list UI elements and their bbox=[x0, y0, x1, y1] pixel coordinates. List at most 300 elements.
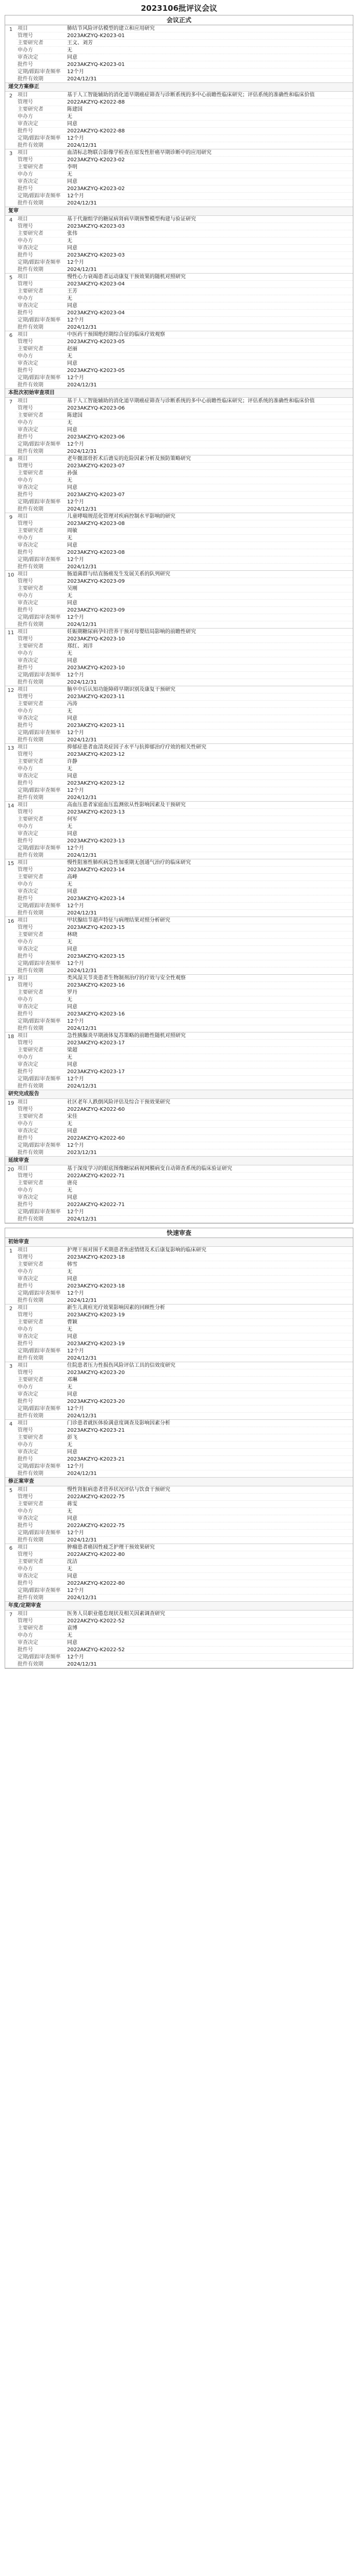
field-row bbox=[17, 765, 353, 772]
field-row bbox=[17, 1149, 353, 1156]
field-row bbox=[17, 120, 353, 127]
field-row bbox=[17, 700, 353, 707]
field-value: 12个月 bbox=[67, 615, 84, 620]
field-label: 审查决定 bbox=[18, 889, 38, 894]
field-label: 审查决定 bbox=[18, 1128, 38, 1134]
field-row bbox=[17, 989, 353, 996]
field-label: 批件号 bbox=[18, 954, 33, 959]
review-record bbox=[5, 216, 353, 274]
field-row bbox=[17, 274, 353, 280]
field-value: 2024/12/31 bbox=[67, 1413, 97, 1419]
field-row bbox=[17, 324, 353, 331]
field-row bbox=[17, 541, 353, 549]
field-label: 项目 bbox=[18, 150, 28, 156]
record-fields bbox=[17, 1544, 353, 1601]
field-value: 无 bbox=[67, 766, 72, 772]
field-label: 定期/跟踪审查频率 bbox=[18, 1143, 61, 1148]
field-row bbox=[17, 1362, 353, 1369]
field-label: 定期/跟踪审查频率 bbox=[18, 1019, 61, 1024]
field-label: 批件号 bbox=[18, 1581, 33, 1586]
field-label: 定期/跟踪审查频率 bbox=[18, 730, 61, 736]
field-label: 管理号 bbox=[18, 636, 33, 642]
field-row bbox=[17, 199, 353, 207]
field-label: 申办方 bbox=[18, 535, 33, 541]
field-row bbox=[17, 1398, 353, 1405]
field-row bbox=[17, 360, 353, 367]
field-row bbox=[17, 1405, 353, 1412]
field-value: 无 bbox=[67, 882, 72, 887]
field-value: 孙强 bbox=[67, 470, 77, 476]
record-number: 7 bbox=[9, 399, 13, 405]
field-row bbox=[17, 693, 353, 700]
field-label: 审查决定 bbox=[18, 361, 38, 366]
field-value: 2023AKZYQ-K2023-05 bbox=[67, 368, 125, 374]
field-value: 同意 bbox=[67, 121, 77, 127]
field-row bbox=[17, 664, 353, 671]
field-label: 管理号 bbox=[18, 867, 33, 873]
field-label: 申办方 bbox=[18, 172, 33, 177]
field-value: 2023AKZYQ-K2023-21 bbox=[67, 1428, 125, 1433]
field-row bbox=[17, 571, 353, 578]
field-value: 罗丹 bbox=[67, 990, 77, 995]
record-fields bbox=[17, 975, 353, 1032]
field-label: 批件有效期 bbox=[18, 1413, 43, 1419]
field-row bbox=[17, 1544, 353, 1551]
field-label: 申办方 bbox=[18, 420, 33, 426]
review-record bbox=[5, 975, 353, 1032]
field-label: 管理号 bbox=[18, 405, 33, 411]
field-value: 王芳 bbox=[67, 289, 77, 294]
field-row bbox=[17, 455, 353, 462]
field-value: 无 bbox=[67, 47, 72, 53]
field-value: 2024/12/31 bbox=[67, 968, 97, 974]
field-value: 12个月 bbox=[67, 557, 84, 563]
field-label: 定期/跟踪审查频率 bbox=[18, 69, 61, 75]
record-number: 17 bbox=[7, 976, 14, 982]
field-row bbox=[17, 171, 353, 178]
field-value: 2023AKZYQ-K2023-07 bbox=[67, 463, 125, 469]
field-row bbox=[17, 223, 353, 230]
field-label: 审查决定 bbox=[18, 1640, 38, 1646]
field-value: 12个月 bbox=[67, 1588, 84, 1594]
field-row bbox=[17, 1412, 353, 1419]
field-label: 定期/跟踪审查频率 bbox=[18, 1464, 61, 1469]
field-value: 2024/12/31 bbox=[67, 1083, 97, 1089]
record-fields bbox=[17, 1099, 353, 1156]
field-value: 12个月 bbox=[67, 442, 84, 447]
section-title: 修正案审查 bbox=[5, 1478, 353, 1486]
field-label: 主要研究者 bbox=[18, 1501, 43, 1507]
field-label: 管理号 bbox=[18, 1494, 33, 1500]
field-label: 管理号 bbox=[18, 33, 33, 39]
field-value: 12个月 bbox=[67, 672, 84, 678]
field-value: 12个月 bbox=[67, 1291, 84, 1296]
field-row bbox=[17, 237, 353, 244]
field-row bbox=[17, 931, 353, 938]
review-record bbox=[5, 917, 353, 975]
field-value: 同意 bbox=[67, 485, 77, 490]
field-label: 批件号 bbox=[18, 665, 33, 671]
field-value: 无 bbox=[67, 238, 72, 244]
field-label: 申办方 bbox=[18, 939, 33, 945]
field-row bbox=[17, 527, 353, 534]
field-label: 批件号 bbox=[18, 62, 33, 67]
field-label: 管理号 bbox=[18, 925, 33, 930]
field-row bbox=[17, 837, 353, 844]
field-value: 12个月 bbox=[67, 135, 84, 141]
field-label: 主要研究者 bbox=[18, 470, 43, 476]
field-row bbox=[17, 1448, 353, 1455]
field-value: 许静 bbox=[67, 759, 77, 765]
field-row bbox=[17, 1201, 353, 1208]
field-label: 管理号 bbox=[18, 1428, 33, 1433]
field-value: 蒋雯 bbox=[67, 1501, 77, 1507]
field-label: 定期/跟踪审查频率 bbox=[18, 442, 61, 447]
field-row bbox=[17, 1551, 353, 1558]
field-row bbox=[17, 1617, 353, 1624]
field-label: 主要研究者 bbox=[18, 643, 43, 649]
field-label: 项目 bbox=[18, 1166, 28, 1172]
field-label: 批件有效期 bbox=[18, 200, 43, 206]
field-label: 定期/跟踪审查频率 bbox=[18, 1406, 61, 1412]
field-label: 项目 bbox=[18, 802, 28, 808]
field-value: 2022AKZYQ-K2022-60 bbox=[67, 1107, 125, 1112]
field-label: 项目 bbox=[18, 975, 28, 981]
field-label: 定期/跟踪审查频率 bbox=[18, 1076, 61, 1082]
field-value: 2023AKZYQ-K2023-06 bbox=[67, 434, 125, 440]
field-row bbox=[17, 888, 353, 895]
review-record bbox=[5, 571, 353, 629]
field-row bbox=[17, 1486, 353, 1493]
field-value: 无 bbox=[67, 824, 72, 829]
field-label: 定期/跟踪审查频率 bbox=[18, 1654, 61, 1660]
field-label: 主要研究者 bbox=[18, 1262, 43, 1267]
field-value: 同意 bbox=[67, 245, 77, 251]
field-label: 批件号 bbox=[18, 1647, 33, 1653]
review-record bbox=[5, 1420, 353, 1478]
field-label: 管理号 bbox=[18, 1370, 33, 1376]
field-row bbox=[17, 844, 353, 852]
field-row bbox=[17, 751, 353, 758]
field-row bbox=[17, 1632, 353, 1639]
field-value: 12个月 bbox=[67, 69, 84, 75]
field-label: 批件有效期 bbox=[18, 1216, 43, 1222]
field-label: 审查决定 bbox=[18, 773, 38, 779]
field-value: 郑红、刘洋 bbox=[67, 643, 93, 649]
field-value: 儿童哮喘规范化管理对疾病控制水平影响的研究 bbox=[67, 514, 175, 519]
field-row bbox=[17, 549, 353, 556]
field-row bbox=[17, 266, 353, 273]
field-label: 批件有效期 bbox=[18, 449, 43, 454]
field-label: 项目 bbox=[18, 514, 28, 519]
field-row bbox=[17, 830, 353, 837]
field-row bbox=[17, 178, 353, 185]
field-row bbox=[17, 1500, 353, 1507]
field-value: 同意 bbox=[67, 773, 77, 779]
record-fields bbox=[17, 455, 353, 513]
field-value: 2023AKZYQ-K2023-07 bbox=[67, 492, 125, 498]
field-label: 批件有效期 bbox=[18, 1662, 43, 1667]
field-label: 定期/跟踪审查频率 bbox=[18, 1209, 61, 1215]
field-label: 主要研究者 bbox=[18, 164, 43, 170]
field-row bbox=[17, 1376, 353, 1383]
field-row bbox=[17, 98, 353, 106]
field-value: 2022AKZYQ-K2022-80 bbox=[67, 1581, 125, 1586]
field-label: 管理号 bbox=[18, 224, 33, 229]
review-record bbox=[5, 455, 353, 513]
field-value: 2024/12/31 bbox=[67, 506, 97, 512]
field-value: 2022AKZYQ-K2022-88 bbox=[67, 99, 125, 105]
field-value: 唐亮 bbox=[67, 1180, 77, 1186]
field-label: 项目 bbox=[18, 918, 28, 923]
field-row bbox=[17, 25, 353, 32]
field-row bbox=[17, 1354, 353, 1362]
field-label: 管理号 bbox=[18, 982, 33, 988]
record-fields bbox=[17, 1611, 353, 1668]
field-label: 管理号 bbox=[18, 1040, 33, 1046]
field-label: 定期/跟踪审查频率 bbox=[18, 193, 61, 199]
field-row bbox=[17, 1046, 353, 1054]
field-value: 无 bbox=[67, 939, 72, 945]
record-fields bbox=[17, 398, 353, 455]
field-row bbox=[17, 1427, 353, 1434]
field-value: 同意 bbox=[67, 658, 77, 664]
field-label: 批件号 bbox=[18, 1399, 33, 1404]
field-value: 2022AKZYQ-K2022-88 bbox=[67, 128, 125, 134]
field-value: 2023AKZYQ-K2023-16 bbox=[67, 982, 125, 988]
field-label: 管理号 bbox=[18, 1552, 33, 1557]
field-row bbox=[17, 192, 353, 199]
field-value: 无 bbox=[67, 1121, 72, 1127]
field-value: 无 bbox=[67, 1509, 72, 1514]
field-label: 项目 bbox=[18, 216, 28, 222]
field-row bbox=[17, 729, 353, 736]
field-value: 同意 bbox=[67, 1640, 77, 1646]
field-value: 同意 bbox=[67, 716, 77, 721]
field-value: 2024/12/31 bbox=[67, 325, 97, 330]
field-label: 项目 bbox=[18, 332, 28, 337]
record-number: 16 bbox=[7, 919, 14, 924]
field-row bbox=[17, 433, 353, 440]
field-label: 主要研究者 bbox=[18, 1047, 43, 1053]
field-label: 项目 bbox=[18, 456, 28, 462]
field-label: 主要研究者 bbox=[18, 1377, 43, 1383]
field-value: 同意 bbox=[67, 1276, 77, 1282]
field-value: 无 bbox=[67, 1384, 72, 1390]
section-title: 延续审查 bbox=[5, 1157, 353, 1165]
record-number: 2 bbox=[9, 93, 13, 99]
field-row bbox=[17, 895, 353, 902]
review-record bbox=[5, 744, 353, 802]
field-value: 2024/12/31 bbox=[67, 1355, 97, 1361]
review-record bbox=[5, 92, 353, 149]
field-label: 审查决定 bbox=[18, 303, 38, 309]
field-label: 批件号 bbox=[18, 550, 33, 555]
field-row bbox=[17, 1455, 353, 1463]
field-row bbox=[17, 1347, 353, 1354]
field-value: 2024/12/31 bbox=[67, 1662, 97, 1667]
record-number: 3 bbox=[9, 151, 13, 157]
field-label: 定期/跟踪审查频率 bbox=[18, 557, 61, 563]
field-row bbox=[17, 1572, 353, 1580]
field-label: 项目 bbox=[18, 92, 28, 98]
field-label: 申办方 bbox=[18, 651, 33, 656]
field-value: 2022AKZYQ-K2022-71 bbox=[67, 1173, 125, 1179]
field-label: 主要研究者 bbox=[18, 1114, 43, 1120]
field-value: 12个月 bbox=[67, 1348, 84, 1354]
field-row bbox=[17, 1639, 353, 1646]
field-value: 2023AKZYQ-K2023-14 bbox=[67, 867, 125, 873]
field-label: 定期/跟踪审查频率 bbox=[18, 317, 61, 323]
field-label: 定期/跟踪审查频率 bbox=[18, 903, 61, 909]
field-value: 无 bbox=[67, 114, 72, 120]
review-record bbox=[5, 1611, 353, 1668]
field-value: 2024/12/31 bbox=[67, 1537, 97, 1543]
field-row bbox=[17, 967, 353, 974]
field-row bbox=[17, 185, 353, 192]
field-row bbox=[17, 679, 353, 686]
field-row bbox=[17, 953, 353, 960]
field-label: 管理号 bbox=[18, 579, 33, 584]
field-value: 2024/12/31 bbox=[67, 1595, 97, 1601]
field-value: 2023AKZYQ-K2023-01 bbox=[67, 33, 125, 39]
field-row bbox=[17, 592, 353, 599]
field-label: 批件有效期 bbox=[18, 853, 43, 858]
field-label: 定期/跟踪审查频率 bbox=[18, 788, 61, 793]
field-label: 申办方 bbox=[18, 1509, 33, 1514]
field-row bbox=[17, 1515, 353, 1522]
field-label: 管理号 bbox=[18, 809, 33, 815]
field-value: 王文、刘芳 bbox=[67, 40, 93, 46]
field-label: 定期/跟踪审查频率 bbox=[18, 375, 61, 381]
field-value: 2022AKZYQ-K2022-52 bbox=[67, 1647, 125, 1653]
field-label: 批件号 bbox=[18, 368, 33, 374]
field-label: 审查决定 bbox=[18, 831, 38, 837]
field-value: 同意 bbox=[67, 946, 77, 952]
field-label: 审查决定 bbox=[18, 600, 38, 606]
field-row bbox=[17, 1010, 353, 1018]
field-value: 12个月 bbox=[67, 1406, 84, 1412]
field-row bbox=[17, 1099, 353, 1106]
field-label: 批件有效期 bbox=[18, 737, 43, 743]
field-row bbox=[17, 477, 353, 484]
field-value: 李明 bbox=[67, 164, 77, 170]
record-number: 12 bbox=[7, 688, 14, 693]
field-label: 管理号 bbox=[18, 1255, 33, 1260]
field-value: 无 bbox=[67, 1269, 72, 1275]
field-row bbox=[17, 1463, 353, 1470]
field-value: 同意 bbox=[67, 427, 77, 433]
field-value: 社区老年人跌倒风险评估及综合干预效果研究 bbox=[67, 1099, 170, 1105]
field-value: 2024/12/31 bbox=[67, 910, 97, 916]
field-value: 2023AKZYQ-K2023-18 bbox=[67, 1255, 125, 1260]
field-row bbox=[17, 469, 353, 477]
field-label: 项目 bbox=[18, 629, 28, 635]
field-value: 无 bbox=[67, 1327, 72, 1332]
field-row bbox=[17, 419, 353, 426]
field-label: 批件有效期 bbox=[18, 1083, 43, 1089]
field-value: 沈洁 bbox=[67, 1559, 77, 1565]
field-value: 12个月 bbox=[67, 499, 84, 505]
field-row bbox=[17, 92, 353, 98]
record-number: 2 bbox=[9, 1306, 13, 1312]
field-value: 12个月 bbox=[67, 375, 84, 381]
field-row bbox=[17, 46, 353, 54]
field-row bbox=[17, 1470, 353, 1477]
field-row bbox=[17, 722, 353, 729]
field-value: 2022AKZYQ-K2022-52 bbox=[67, 1618, 125, 1624]
field-label: 主要研究者 bbox=[18, 346, 43, 352]
field-row bbox=[17, 68, 353, 75]
field-row bbox=[17, 426, 353, 433]
field-value: 宋佳 bbox=[67, 1114, 77, 1120]
field-value: 护理干预对围手术期患者焦虑情绪及术后康复影响的临床研究 bbox=[67, 1247, 206, 1253]
field-label: 审查决定 bbox=[18, 179, 38, 184]
field-row bbox=[17, 505, 353, 513]
field-row bbox=[17, 902, 353, 909]
field-row bbox=[17, 1127, 353, 1134]
review-record bbox=[5, 25, 353, 83]
record-number: 15 bbox=[7, 861, 14, 867]
field-label: 批件号 bbox=[18, 1136, 33, 1141]
field-value: 陈建国 bbox=[67, 107, 83, 112]
field-row bbox=[17, 113, 353, 120]
field-row bbox=[17, 1113, 353, 1120]
field-value: 2023AKZYQ-K2023-02 bbox=[67, 186, 125, 192]
field-value: 12个月 bbox=[67, 788, 84, 793]
field-row bbox=[17, 671, 353, 679]
field-row bbox=[17, 787, 353, 794]
field-label: 定期/跟踪审查频率 bbox=[18, 135, 61, 141]
section-title: 年度/定期审查 bbox=[5, 1602, 353, 1611]
field-label: 审查决定 bbox=[18, 1516, 38, 1521]
field-row bbox=[17, 1253, 353, 1261]
field-label: 审查决定 bbox=[18, 1195, 38, 1200]
field-value: 张伟 bbox=[67, 231, 77, 236]
field-label: 项目 bbox=[18, 687, 28, 692]
field-value: 林晓 bbox=[67, 932, 77, 938]
record-number: 13 bbox=[7, 745, 14, 751]
field-row bbox=[17, 563, 353, 570]
field-row bbox=[17, 621, 353, 628]
field-label: 审查决定 bbox=[18, 716, 38, 721]
field-value: 甲状腺结节超声特征与病理结果对照分析研究 bbox=[67, 918, 170, 923]
field-row bbox=[17, 1383, 353, 1391]
record-fields bbox=[17, 1165, 353, 1223]
field-row bbox=[17, 1507, 353, 1515]
field-row bbox=[17, 134, 353, 142]
field-label: 审查决定 bbox=[18, 1062, 38, 1067]
field-value: 无 bbox=[67, 1442, 72, 1448]
field-value: 2023AKZYQ-K2023-16 bbox=[67, 1011, 125, 1017]
field-value: 同意 bbox=[67, 600, 77, 606]
field-row bbox=[17, 520, 353, 527]
review-record bbox=[5, 398, 353, 455]
field-row bbox=[17, 1194, 353, 1201]
field-label: 主要研究者 bbox=[18, 932, 43, 938]
record-number: 14 bbox=[7, 803, 14, 809]
field-value: 12个月 bbox=[67, 260, 84, 265]
field-value: 2023AKZYQ-K2023-14 bbox=[67, 896, 125, 902]
field-row bbox=[17, 1318, 353, 1326]
field-value: 12个月 bbox=[67, 961, 84, 967]
field-row bbox=[17, 127, 353, 134]
field-row bbox=[17, 244, 353, 251]
field-value: 2024/12/31 bbox=[67, 1298, 97, 1303]
field-row bbox=[17, 39, 353, 46]
record-number: 11 bbox=[7, 630, 14, 636]
field-value: 无 bbox=[67, 997, 72, 1003]
